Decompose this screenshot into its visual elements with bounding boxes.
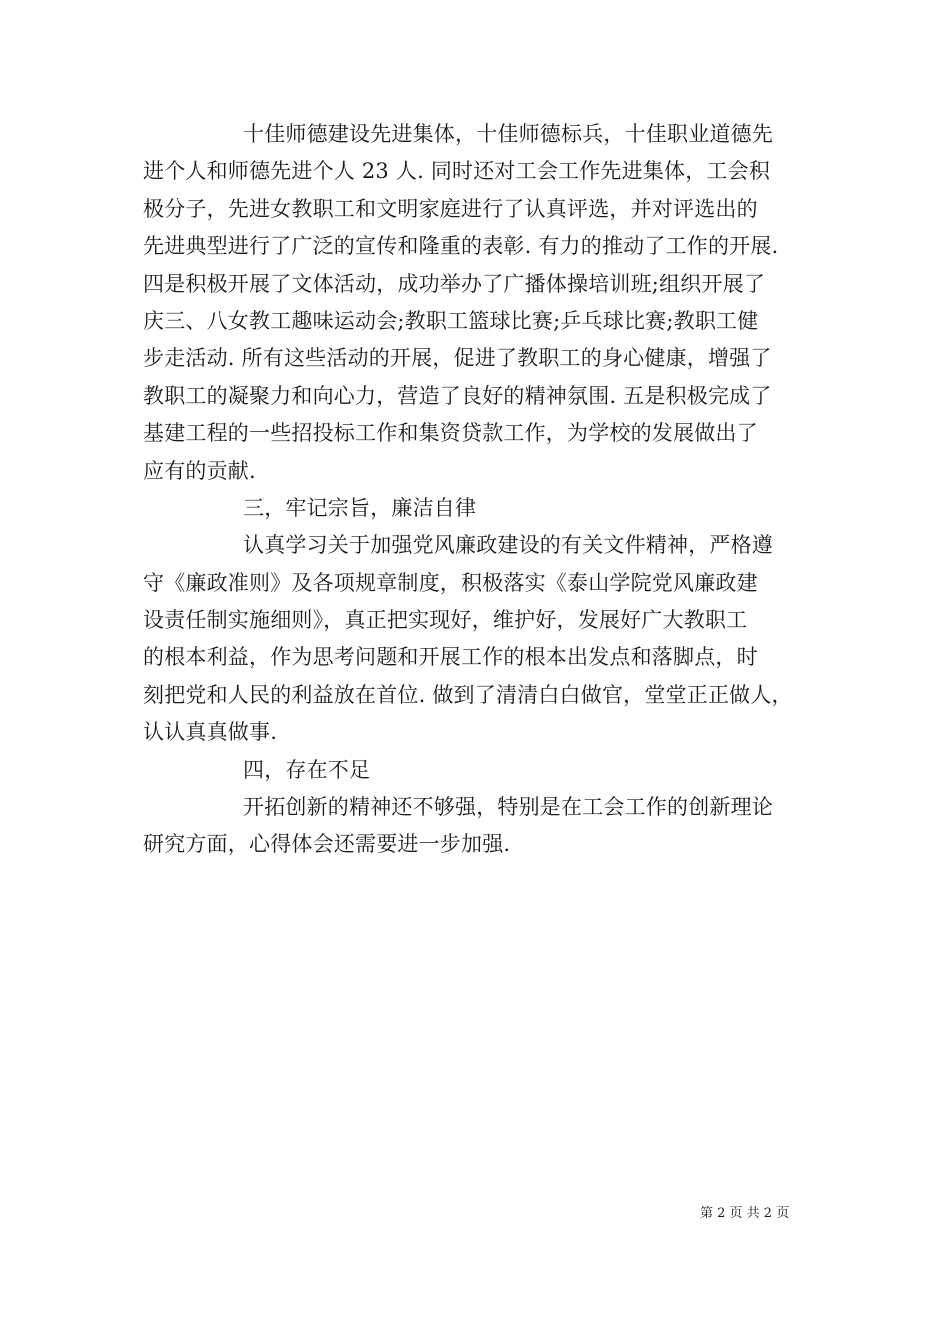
text-line: 十佳师德建设先进集体，十佳师德标兵，十佳职业道德先 — [243, 122, 773, 146]
section-heading: 三，牢记宗旨，廉洁自律 — [243, 495, 477, 520]
text-line: 认认真真做事. — [143, 720, 278, 745]
text-line: 四是积极开展了文体活动，成功举办了广播体操培训班;组织开展了 — [143, 271, 766, 296]
text-line: 庆三、八女教工趣味运动会;教职工篮球比赛;乒乓球比赛;教职工健 — [143, 308, 759, 333]
text-line: 的根本利益，作为思考问题和开展工作的根本出发点和落脚点，时 — [143, 645, 758, 670]
text-line: 先进典型进行了广泛的宣传和隆重的表彰. 有力的推动了工作的开展. — [143, 234, 779, 259]
text-line: 设责任制实施细则》，真正把实现好，维护好，发展好广大教职工 — [143, 608, 748, 633]
text-line: 教职工的凝聚力和向心力，营造了良好的精神氛围. 五是积极完成了 — [143, 383, 772, 408]
body-text — [143, 116, 823, 864]
text-line: 研究方面，心得体会还需要进一步加强. — [143, 832, 511, 857]
text-line: 刻把党和人民的利益放在首位. 做到了清清白白做官，堂堂正正做人， — [143, 682, 793, 707]
text-line: 应有的贡献. — [143, 458, 256, 483]
text-line: 进个人和师德先进个人 23 人. 同时还对工会工作先进集体，工会积 — [143, 159, 771, 184]
text-line: 守《廉政准则》及各项规章制度，积极落实《泰山学院党风廉政建 — [143, 570, 758, 595]
text-line: 步走活动. 所有这些活动的开展，促进了教职工的身心健康，增强了 — [143, 346, 772, 371]
text-line: 基建工程的一些招投标工作和集资贷款工作，为学校的发展做出了 — [143, 421, 758, 446]
page-number: 第 2 页 共 2 页 — [700, 1206, 790, 1221]
text-line: 认真学习关于加强党风廉政建设的有关文件精神，严格遵 — [243, 533, 773, 558]
text-line: 极分子，先进女教职工和文明家庭进行了认真评选，并对评选出的 — [143, 196, 758, 221]
section-heading: 四，存在不足 — [243, 757, 371, 782]
text-line: 开拓创新的精神还不够强，特别是在工会工作的创新理论 — [243, 795, 773, 820]
